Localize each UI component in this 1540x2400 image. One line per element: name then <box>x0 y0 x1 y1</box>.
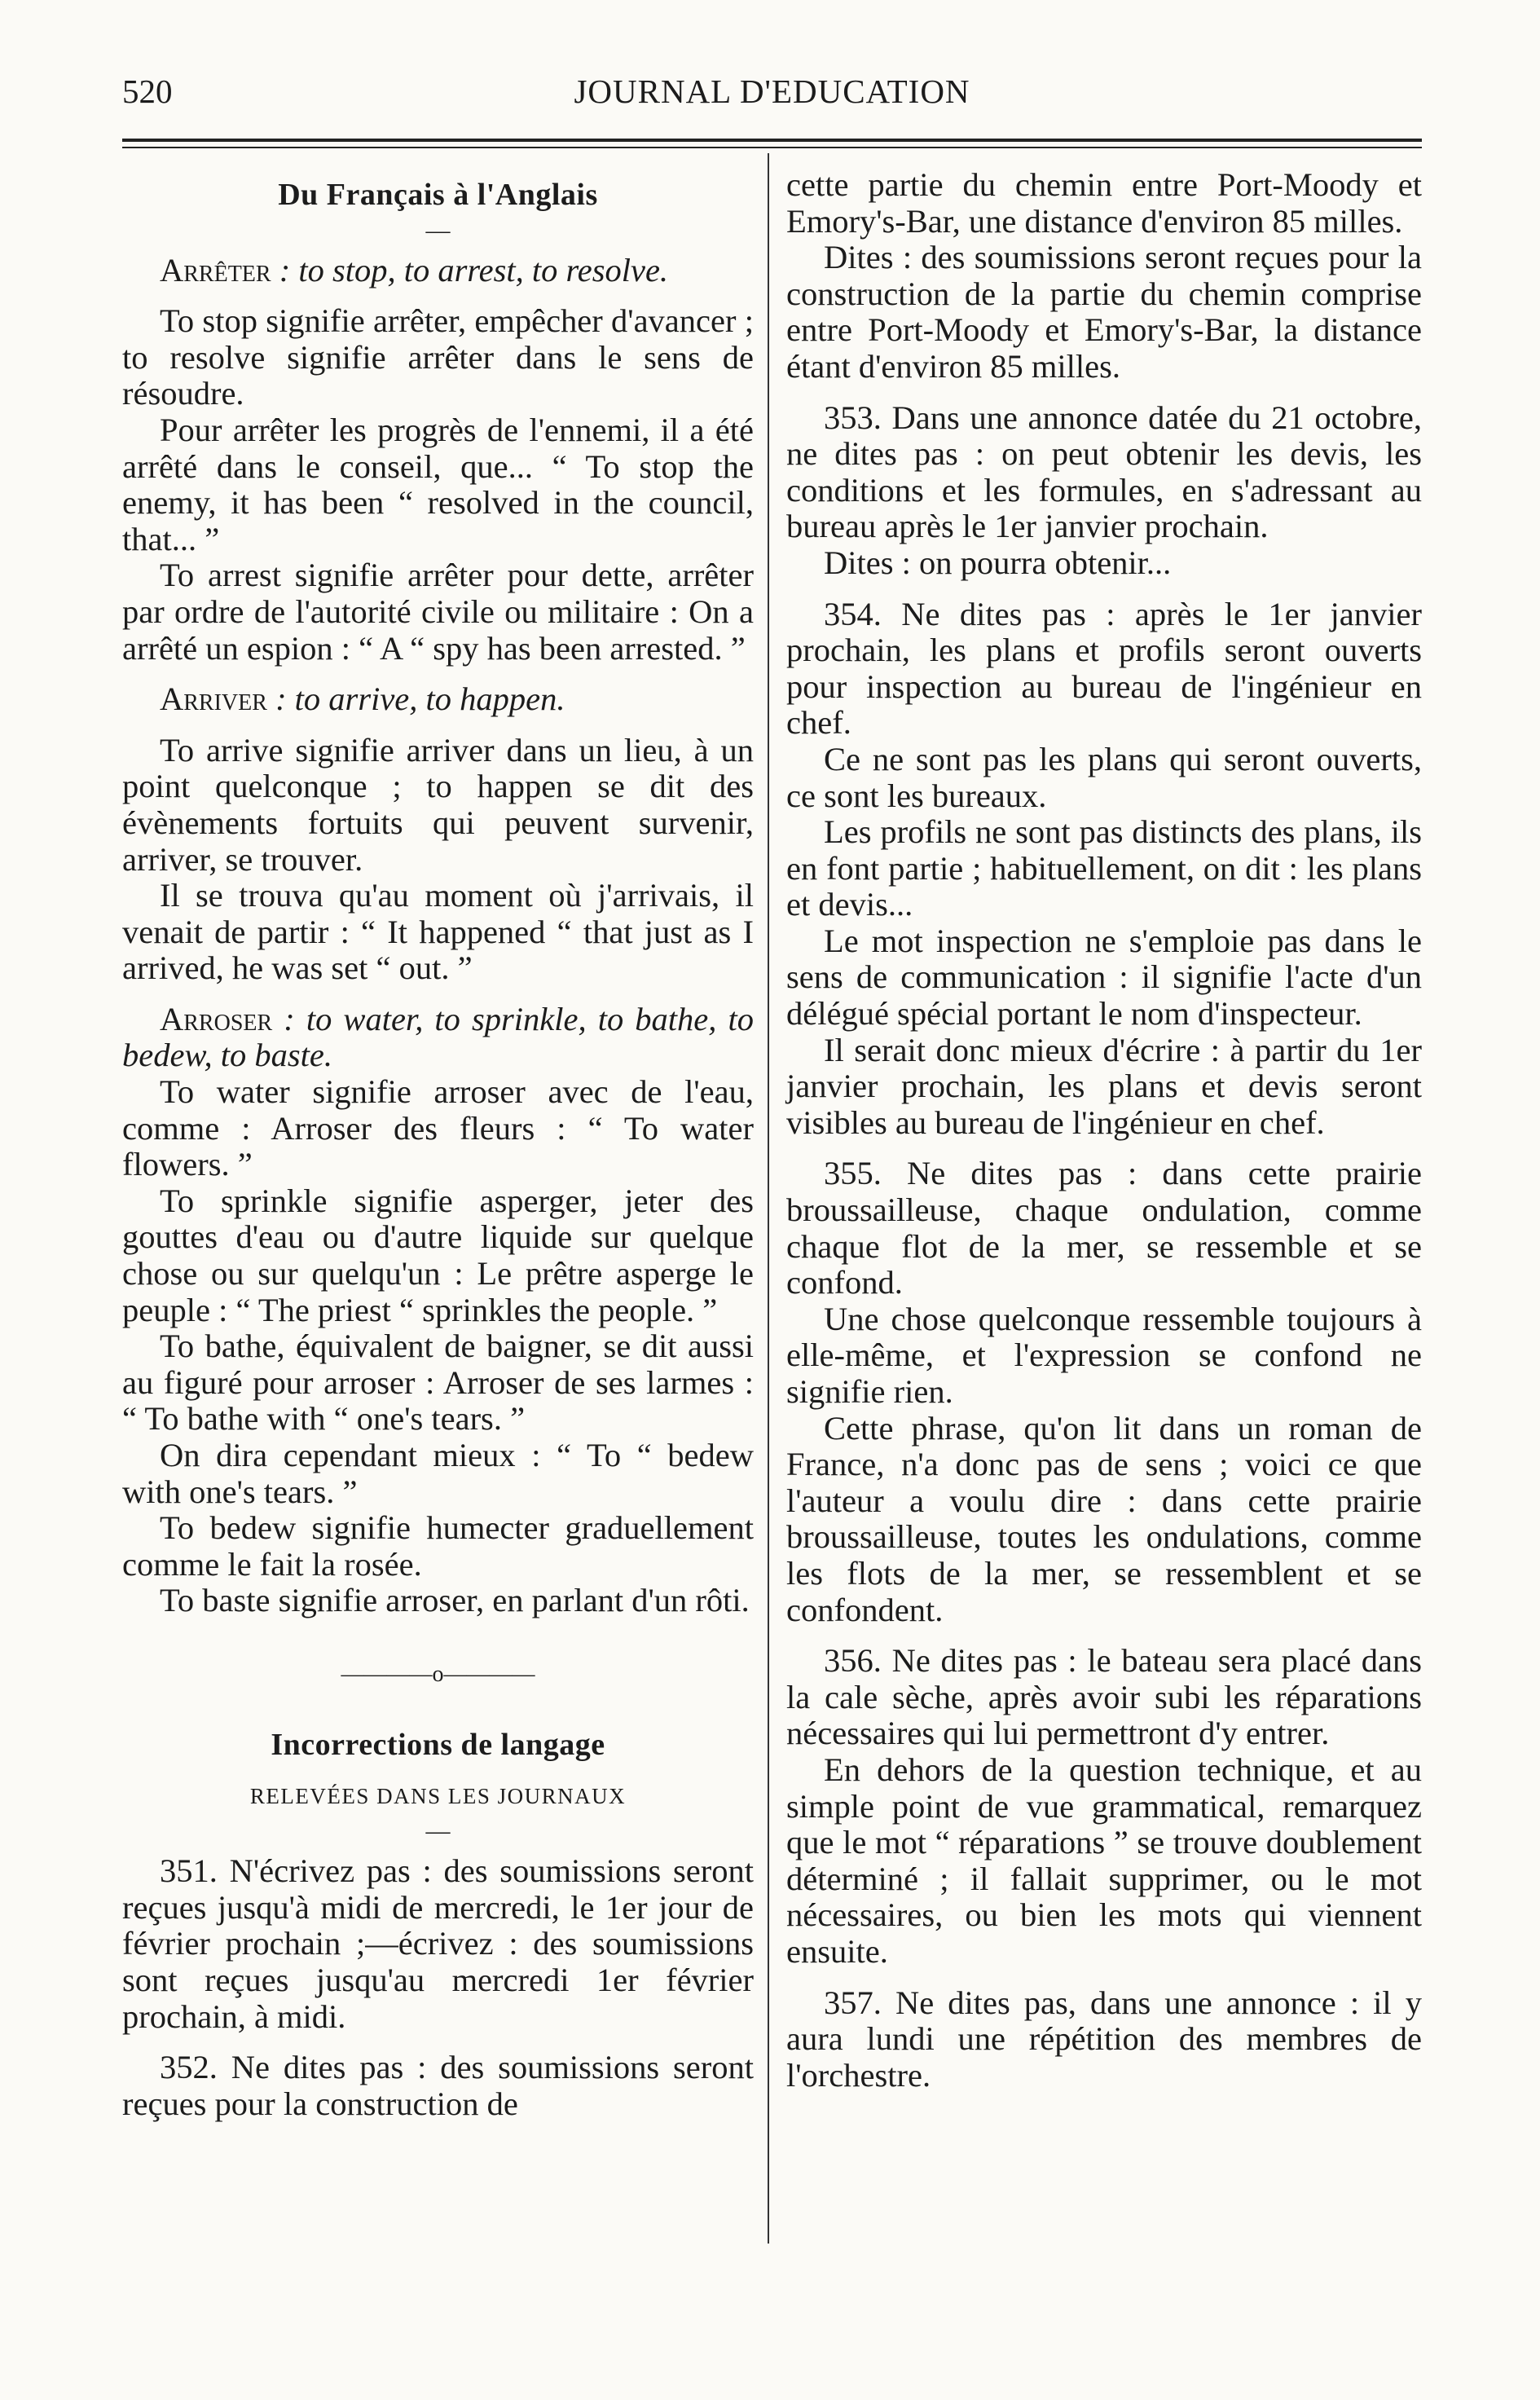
subtitle-dash: — <box>425 1817 451 1845</box>
paragraph: On dira cependant mieux : “ To “ bedew with one's tears. ” <box>122 1437 754 1510</box>
item-357: 357. Ne dites pas, dans une annonce : il y aura lundi une répétition des membres de l'orchestre. <box>786 1984 1422 2094</box>
paragraph: To bathe, équivalent de baigner, se dit aussi au figuré pour arroser : Arroser de ses larmes : “ To bathe with “ one's tears. ” <box>122 1328 754 1438</box>
paragraph: To sprinkle signifie asperger, jeter des gouttes d'eau ou d'autre liquide sur quelque chose ou sur quelqu'un : Le prêtre asperge le peuple : “ The priest “ sprinkles the people. ” <box>122 1182 754 1328</box>
item-352-continued: cette partie du chemin entre Port-Moody et Emory's-Bar, une distance d'environ 85 milles. <box>786 166 1422 240</box>
headword-arreter: Arrêter <box>160 251 271 288</box>
translation-arreter: : to stop, to arrest, to resolve. <box>271 251 669 288</box>
item-355: 355. Ne dites pas : dans cette prairie broussailleuse, chaque ondulation, comme chaque flot de la mer, se ressemble et se confond. <box>786 1155 1422 1301</box>
section-title-incorrections: Incorrections de langage <box>271 1727 605 1762</box>
item-354: 354. Ne dites pas : après le 1er janvier prochain, les plans et profils seront ouverts pour inspection au bureau de l'ingénieur en chef. <box>786 595 1422 742</box>
paragraph: To water signifie arroser avec de l'eau, comme : Arroser des fleurs : “ To water flowers. ” <box>122 1073 754 1183</box>
paragraph: To stop signifie arrêter, empêcher d'avancer ; to resolve signifie arrêter dans le sens de résoudre. <box>122 302 754 412</box>
section-separator: ————o———— <box>341 1661 535 1687</box>
header-rule-thin <box>122 147 1422 148</box>
paragraph: To bedew signifie humecter graduellement comme le fait la rosée. <box>122 1509 754 1583</box>
journal-title: JOURNAL D'EDUCATION <box>574 73 970 110</box>
header-rule-thick <box>122 139 1422 142</box>
item-351: 351. N'écrivez pas : des soumissions seront reçues jusqu'à midi de mercredi, le 1er jour de février prochain ;—écrivez : des soumissions sont reçues jusqu'au mercredi 1er février prochain, à midi. <box>122 1852 754 2035</box>
paragraph: Il se trouva qu'au moment où j'arrivais, il venait de partir : “ It happened “ that just as I arrived, he was set “ out. ” <box>122 877 754 987</box>
item-356: 356. Ne dites pas : le bateau sera placé dans la cale sèche, après avoir subi les réparations nécessaires qui lui permettront d'y entrer. <box>786 1642 1422 1752</box>
paragraph: Ce ne sont pas les plans qui seront ouverts, ce sont les bureaux. <box>786 740 1422 814</box>
paragraph: Le mot inspection ne s'emploie pas dans le sens de communication : il signifie l'acte d'un délégué spécial portant le nom d'inspecteur. <box>786 922 1422 1033</box>
headword-arroser: Arroser <box>160 1000 273 1037</box>
paragraph: Cette phrase, qu'on lit dans un roman de France, n'a donc pas de sens ; voici ce que l'auteur a voulu dire : dans cette prairie broussailleuse, toutes les ondulations, comme les flots de la mer, se ressemblent et se confondent. <box>786 1409 1422 1628</box>
paragraph: Les profils ne sont pas distincts des plans, ils en font partie ; habituellement, on dit : les plans et devis... <box>786 813 1422 923</box>
paragraph: Une chose quelconque ressemble toujours à elle-même, et l'expression se confond ne signifie rien. <box>786 1300 1422 1410</box>
column-divider <box>768 153 769 2244</box>
paragraph: Il serait donc mieux d'écrire : à partir du 1er janvier prochain, les plans et devis seront visibles au bureau de l'ingénieur en chef. <box>786 1031 1422 1141</box>
paragraph: Dites : on pourra obtenir... <box>824 544 1172 581</box>
item-353: 353. Dans une annonce datée du 21 octobre, ne dites pas : on peut obtenir les devis, les conditions et les formules, en s'adressant au bureau après le 1er janvier prochain. <box>786 399 1422 545</box>
entry-arreter <box>122 253 754 289</box>
paragraph: To baste signifie arroser, en parlant d'un rôti. <box>160 1582 750 1619</box>
left-column <box>122 167 754 2122</box>
entry-arroser <box>122 1002 754 1074</box>
page-header <box>122 72 1422 121</box>
item-352: 352. Ne dites pas : des soumissions seront reçues pour la construction de <box>122 2049 754 2122</box>
right-column <box>786 167 1422 2094</box>
headword-arriver: Arriver <box>160 680 267 718</box>
entry-arriver <box>122 681 754 718</box>
paragraph: Pour arrêter les progrès de l'ennemi, il a été arrêté dans le conseil, que... “ To stop the enemy, it has been “ resolved in the council, that... ” <box>122 411 754 557</box>
paragraph: To arrive signifie arriver dans un lieu, à un point quelconque ; to happen se dit des évènements fortuits qui peuvent survenir, arriver, se trouver. <box>122 731 754 878</box>
title-dash: — <box>425 216 451 244</box>
paragraph: To arrest signifie arrêter pour dette, arrêter par ordre de l'autorité civile ou militaire : On a arrêté un espion : “ A “ spy has been arrested. ” <box>122 557 754 667</box>
translation-arriver: : to arrive, to happen. <box>266 680 565 718</box>
translation-arroser: : to water, to sprinkle, to bathe, to bedew, to baste. <box>122 1000 754 1074</box>
section-subtitle: RELEVÉES DANS LES JOURNAUX <box>249 1783 627 1808</box>
paragraph: En dehors de la question technique, et au simple point de vue grammatical, remarquez que le mot “ réparations ” se trouve doublement déterminé ; il fallait supprimer, ou le mot nécessaires, ou bien les mots qui viennent ensuite. <box>786 1750 1422 1970</box>
section-title-francais-anglais: Du Français à l'Anglais <box>278 178 598 212</box>
page-number: 520 <box>122 73 173 110</box>
paragraph: Dites : des soumissions seront reçues pour la construction de la partie du chemin comprise entre Port-Moody et Emory's-Bar, la distance étant d'environ 85 milles. <box>786 239 1422 385</box>
